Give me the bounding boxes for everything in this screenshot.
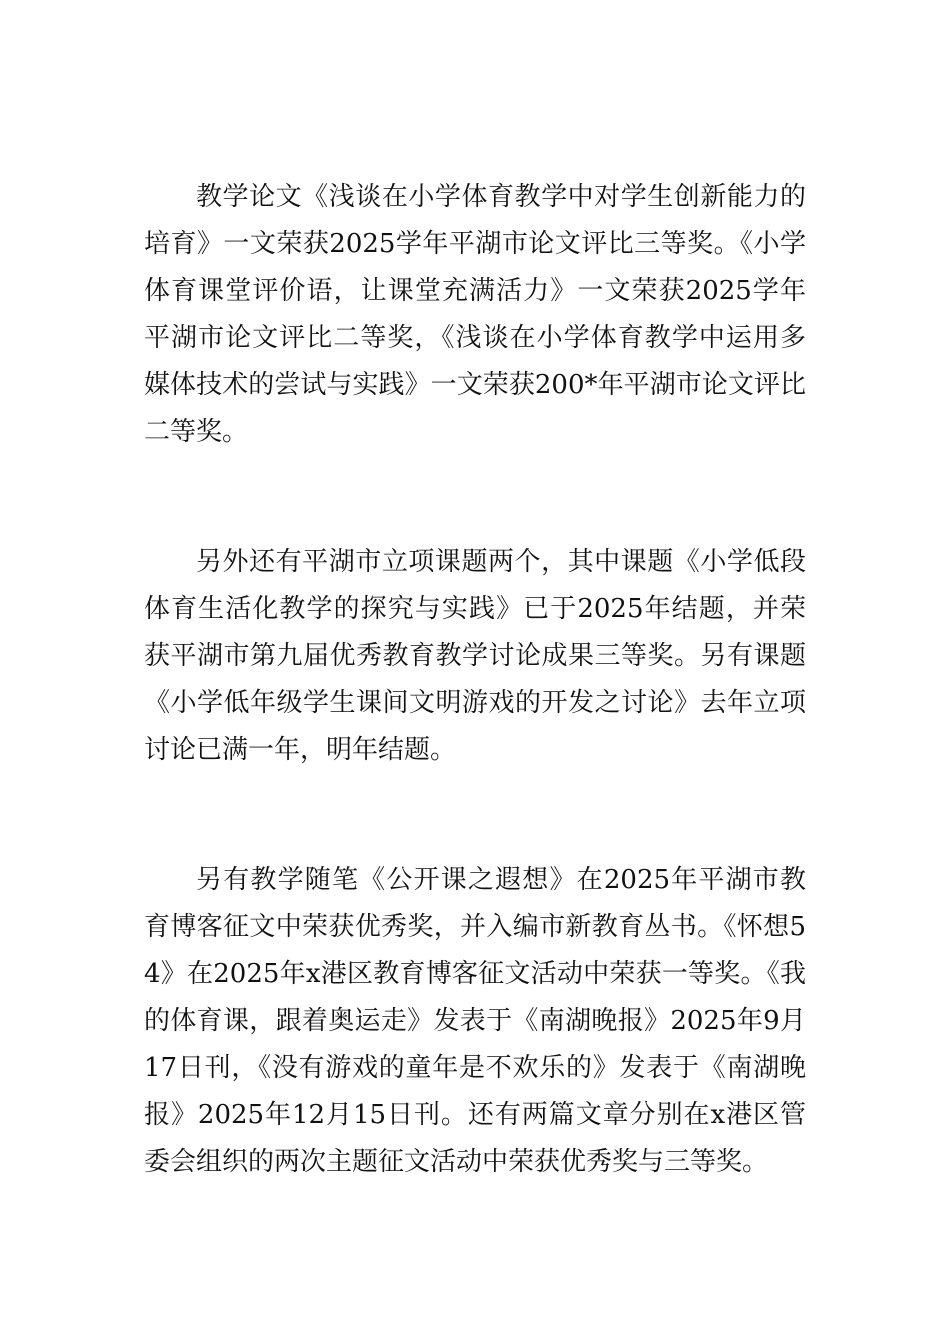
paragraph-essays: 另有教学随笔《公开课之遐想》在2025年平湖市教育博客征文中荣获优秀奖，并入编市新教育丛书。《怀想54》在2025年x港区教育博客征文活动中荣获一等奖。《我的体育课，跟着奥运走》发表于《南湖晚报》2025年9月17日刊，《没有游戏的童年是不欢乐的》发表于《南湖晚报》2025年12月15日刊。还有两篇文章分别在x港区管委会组织的两次主题征文活动中荣获优秀奖与三等奖。 — [144, 865, 806, 1177]
paragraph-papers: 教学论文《浅谈在小学体育教学中对学生创新能力的培育》一文荣获2025学年平湖市论文评比三等奖。《小学体育课堂评价语，让课堂充满活力》一文荣获2025学年平湖市论文评比二等奖，《浅谈在小学体育教学中运用多媒体技术的尝试与实践》一文荣获200*年平湖市论文评比二等奖。 — [144, 182, 806, 447]
paragraph-research-topics: 另外还有平湖市立项课题两个，其中课题《小学低段体育生活化教学的探究与实践》已于2025年结题，并荣获平湖市第九届优秀教育教学讨论成果三等奖。另有课题《小学低年级学生课间文明游戏的开发之讨论》去年立项讨论已满一年，明年结题。 — [144, 547, 806, 765]
document-body — [144, 174, 806, 1186]
